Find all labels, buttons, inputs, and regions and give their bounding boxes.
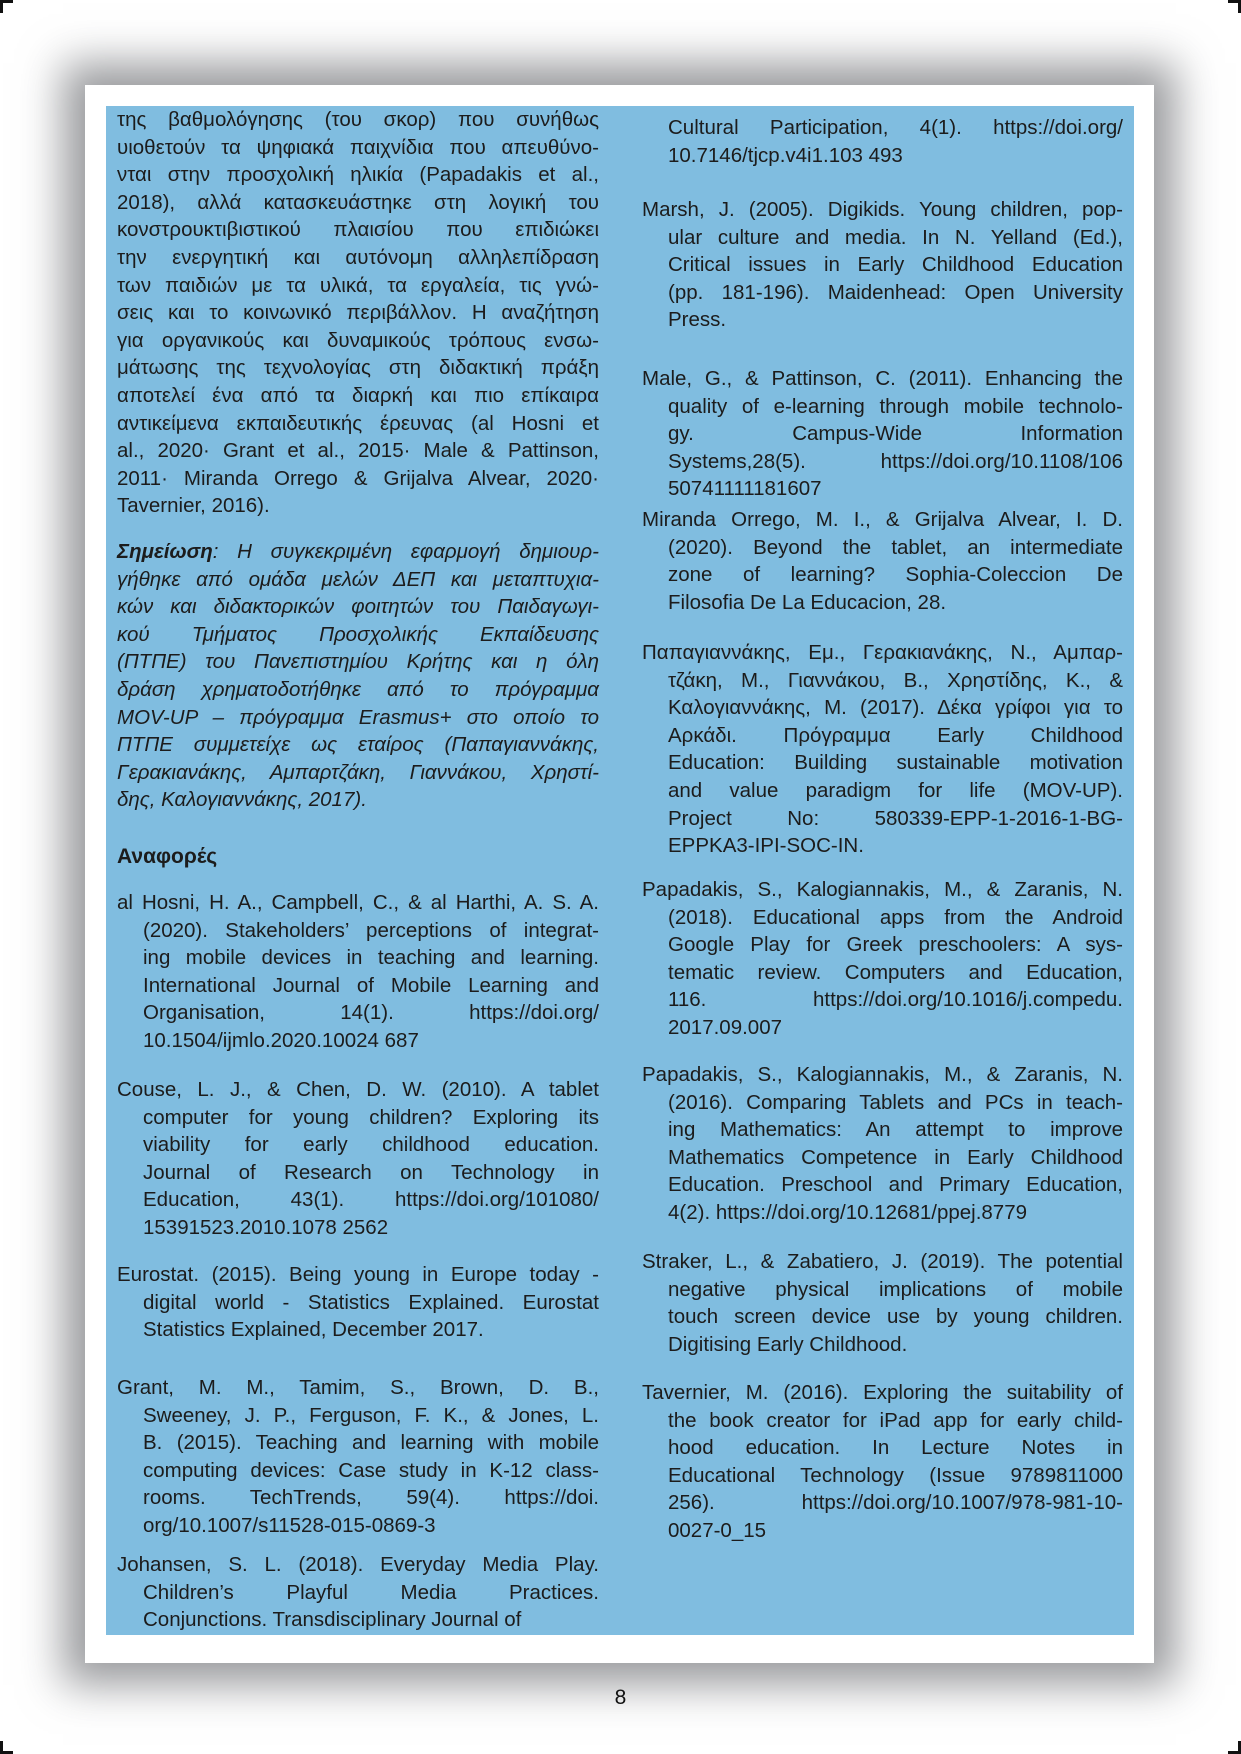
- text-line: της βαθμολόγησης (του σκορ) που συνήθως: [117, 108, 599, 131]
- crop-mark: [0, 1741, 13, 1754]
- reference-entry: [642, 506, 1123, 616]
- text-line: Grant, M. M., Tamim, S., Brown, D. B.,: [117, 1376, 599, 1399]
- reference-entry: [117, 1374, 599, 1540]
- text-line: touch screen device use by young children.: [668, 1305, 1123, 1329]
- text-line: Papadakis, S., Kalogiannakis, M., & Zaranis, N.: [642, 1063, 1123, 1086]
- text-line: των παιδιών με τα υλικά, τα εργαλεία, τις γνώ-: [117, 273, 599, 297]
- body-paragraph: [117, 106, 599, 520]
- text-line: Αρκάδι. Πρόγραμμα Early Childhood: [668, 723, 1123, 747]
- text-line: Sweeney, J. P., Ferguson, F. K., & Jones, L.: [143, 1403, 599, 1427]
- text-line: and value paradigm for life (MOV-UP).: [668, 778, 1123, 802]
- text-line: Journal of Research on Technology in: [143, 1160, 599, 1184]
- text-line: digital world - Statistics Explained. Eurostat: [143, 1290, 599, 1314]
- text-line: Digitising Early Childhood.: [668, 1332, 908, 1356]
- text-line: Educational Technology (Issue 9789811000: [668, 1463, 1123, 1487]
- text-line: γήθηκε από ομάδα μελών ΔΕΠ και μεταπτυχια-: [117, 567, 599, 591]
- text-line: al., 2020· Grant et al., 2015· Male & Pattinson,: [117, 439, 599, 463]
- references-heading: Αναφορές: [117, 845, 218, 868]
- text-line: ular culture and media. In N. Yelland (Ed.),: [668, 225, 1123, 249]
- text-line: Mathematics Competence in Early Childhood: [668, 1145, 1123, 1169]
- text-line: την ενεργητική και αυτόνομη αλληλεπίδραση: [117, 245, 599, 269]
- text-line: ing mobile devices in teaching and learning.: [143, 946, 599, 970]
- text-line: Tavernier, 2016).: [117, 494, 270, 518]
- reference-entry: [642, 876, 1123, 1042]
- text-line: Systems,28(5). https://doi.org/10.1108/106: [668, 449, 1123, 473]
- text-line: Γερακιανάκης, Αμπαρτζάκη, Γιαννάκου, Χρηστί-: [117, 760, 599, 784]
- text-line: Tavernier, M. (2016). Exploring the suitability of: [642, 1381, 1123, 1404]
- text-line: Press.: [668, 308, 727, 332]
- text-line: Google Play for Greek preschoolers: A sys-: [668, 933, 1123, 957]
- text-line: MOV-UP – πρόγραμμα Erasmus+ στο οποίο το: [117, 705, 599, 729]
- note-first-line: : Η συγκεκριμένη εφαρμογή δημιουρ-: [212, 540, 599, 563]
- text-line: Παπαγιαννάκης, Εμ., Γερακιανάκης, Ν., Αμπαρ-: [642, 641, 1123, 664]
- note-label: Σημείωση: [117, 540, 213, 563]
- text-line: δράση χρηματοδοτήθηκε από το πρόγραμμα: [117, 677, 599, 701]
- text-line: Johansen, S. L. (2018). Everyday Media Play.: [117, 1553, 599, 1576]
- text-line: Eurostat. (2015). Being young in Europe today -: [117, 1263, 599, 1286]
- text-line: zone of learning? Sophia-Coleccion De: [668, 563, 1123, 587]
- text-line: Couse, L. J., & Chen, D. W. (2010). A tablet: [117, 1078, 599, 1101]
- text-line: 2018), αλλά κατασκευάστηκε στη λογική του: [117, 190, 599, 214]
- crop-mark: [1228, 1741, 1241, 1754]
- text-line: (2016). Comparing Tablets and PCs in teach-: [668, 1090, 1123, 1114]
- text-line: (pp. 181-196). Maidenhead: Open University: [668, 280, 1123, 304]
- text-line: International Journal of Mobile Learning and: [143, 973, 599, 997]
- text-line: αποτελεί ένα από τα διαρκή και πιο επίκαιρα: [117, 383, 599, 407]
- text-line: ΠΤΠΕ συμμετείχε ως εταίρος (Παπαγιαννάκης,: [117, 733, 599, 757]
- reference-continuation: [642, 114, 1123, 169]
- text-line: 4(2). https://doi.org/10.12681/ppej.8779: [668, 1200, 1028, 1224]
- text-line: 50741111181607: [668, 477, 822, 501]
- reference-entry: [642, 196, 1123, 334]
- text-line: computer for young children? Exploring its: [143, 1105, 599, 1129]
- reference-entry: [642, 1061, 1123, 1227]
- text-line: tematic review. Computers and Education,: [668, 960, 1123, 984]
- text-line: Straker, L., & Zabatiero, J. (2019). The potential: [642, 1250, 1123, 1273]
- text-line: Children’s Playful Media Practices.: [143, 1580, 599, 1604]
- reference-entry: [642, 365, 1123, 503]
- reference-entry: [117, 1261, 599, 1344]
- text-line: Education: Building sustainable motivation: [668, 751, 1123, 775]
- text-line: rooms. TechTrends, 59(4). https://doi.: [143, 1486, 599, 1510]
- text-line: the book creator for iPad app for early child-: [668, 1408, 1123, 1432]
- text-line: 0027-0_15: [668, 1518, 767, 1542]
- crop-mark: [1228, 0, 1241, 13]
- text-line: σεις και το κοινωνικό περιβάλλον. Η αναζήτηση: [117, 301, 599, 325]
- text-line: (2020). Beyond the tablet, an intermediate: [668, 535, 1123, 559]
- reference-entry: [117, 889, 599, 1055]
- text-line: Critical issues in Early Childhood Education: [668, 253, 1123, 277]
- text-line: νται στην προσχολική ηλικία (Papadakis et al.,: [117, 163, 599, 187]
- text-line: 2017.09.007: [668, 1015, 783, 1039]
- text-line: 10.1504/ijmlo.2020.10024 687: [143, 1028, 419, 1052]
- reference-entry: [117, 1551, 599, 1634]
- text-line: EPPKA3-IPI-SOC-IN.: [668, 834, 864, 858]
- text-line: Project No: 580339-EPP-1-2016-1-BG-: [668, 806, 1123, 830]
- text-line: negative physical implications of mobile: [668, 1277, 1123, 1301]
- text-line: κονστρουκτιβιστικού πλαισίου που επιδιώκει: [117, 218, 599, 242]
- text-line: Marsh, J. (2005). Digikids. Young children, pop-: [642, 198, 1123, 221]
- text-line: org/10.1007/s11528-015-0869-3: [143, 1513, 436, 1537]
- text-line: ing Mathematics: An attempt to improve: [668, 1118, 1123, 1142]
- text-line: μάτωσης της τεχνολογίας στη διδακτική πράξη: [117, 356, 599, 380]
- text-line: viability for early childhood education.: [143, 1133, 599, 1157]
- text-line: 15391523.2010.1078 2562: [143, 1215, 389, 1239]
- text-line: τζάκη, Μ., Γιαννάκου, Β., Χρηστίδης, Κ., &: [668, 668, 1123, 692]
- text-line: Conjunctions. Transdisciplinary Journal of: [143, 1608, 522, 1632]
- page-number: 8: [614, 1686, 627, 1709]
- text-line: δης, Καλογιαννάκης, 2017).: [117, 788, 367, 812]
- text-line: al Hosni, H. A., Campbell, C., & al Harthi, A. S. A.: [117, 891, 599, 914]
- text-line: αντικείμενα εκπαιδευτικής έρευνας (al Hosni et: [117, 411, 599, 435]
- text-line: 256). https://doi.org/10.1007/978-981-10-: [668, 1491, 1123, 1515]
- text-line: 10.7146/tjcp.v4i1.103 493: [668, 143, 903, 167]
- text-line: Καλογιαννάκης, Μ. (2017). Δέκα γρίφοι για το: [668, 696, 1123, 720]
- text-line: 116. https://doi.org/10.1016/j.compedu.: [668, 988, 1123, 1012]
- reference-entry: [117, 1076, 599, 1242]
- text-line: gy. Campus-Wide Information: [668, 422, 1123, 446]
- text-line: Filosofia De La Educacion, 28.: [668, 590, 947, 614]
- text-line: Male, G., & Pattinson, C. (2011). Enhancing the: [642, 367, 1123, 390]
- reference-entry: [642, 1248, 1123, 1358]
- text-line: Papadakis, S., Kalogiannakis, M., & Zaranis, N.: [642, 878, 1123, 901]
- text-line: κού Τμήματος Προσχολικής Εκπαίδευσης: [117, 622, 599, 646]
- text-line: 2011· Miranda Orrego & Grijalva Alvear, 2020·: [117, 466, 599, 490]
- text-line: για οργανικούς και δυναμικούς τρόπους ενσω-: [117, 328, 599, 352]
- text-line: Miranda Orrego, M. I., & Grijalva Alvear, I. D.: [642, 508, 1123, 531]
- text-line: (2018). Educational apps from the Android: [668, 905, 1123, 929]
- text-line: (2020). Stakeholders’ perceptions of integrat-: [143, 918, 599, 942]
- text-line: quality of e-learning through mobile technolo-: [668, 394, 1123, 418]
- reference-entry: [642, 639, 1123, 860]
- reference-entry: [642, 1379, 1123, 1545]
- note-paragraph: [117, 538, 599, 814]
- crop-mark: [0, 0, 13, 13]
- text-line: Organisation, 14(1). https://doi.org/: [143, 1001, 599, 1025]
- text-line: Statistics Explained, December 2017.: [143, 1318, 484, 1342]
- text-line: (ΠΤΠΕ) του Πανεπιστημίου Κρήτης και η όλη: [117, 650, 599, 674]
- text-line: Education. Preschool and Primary Education,: [668, 1173, 1123, 1197]
- text-line: Education, 43(1). https://doi.org/101080/: [143, 1188, 599, 1212]
- text-line: υιοθετούν τα ψηφιακά παιχνίδια που απευθύνο-: [117, 135, 599, 159]
- text-line: B. (2015). Teaching and learning with mobile: [143, 1431, 599, 1455]
- text-line: computing devices: Case study in K-12 class-: [143, 1458, 599, 1482]
- text-line: κών και διδακτορικών φοιτητών του Παιδαγωγι-: [117, 595, 599, 619]
- text-line: hood education. In Lecture Notes in: [668, 1436, 1123, 1460]
- text-line: Cultural Participation, 4(1). https://doi.org/: [668, 116, 1123, 139]
